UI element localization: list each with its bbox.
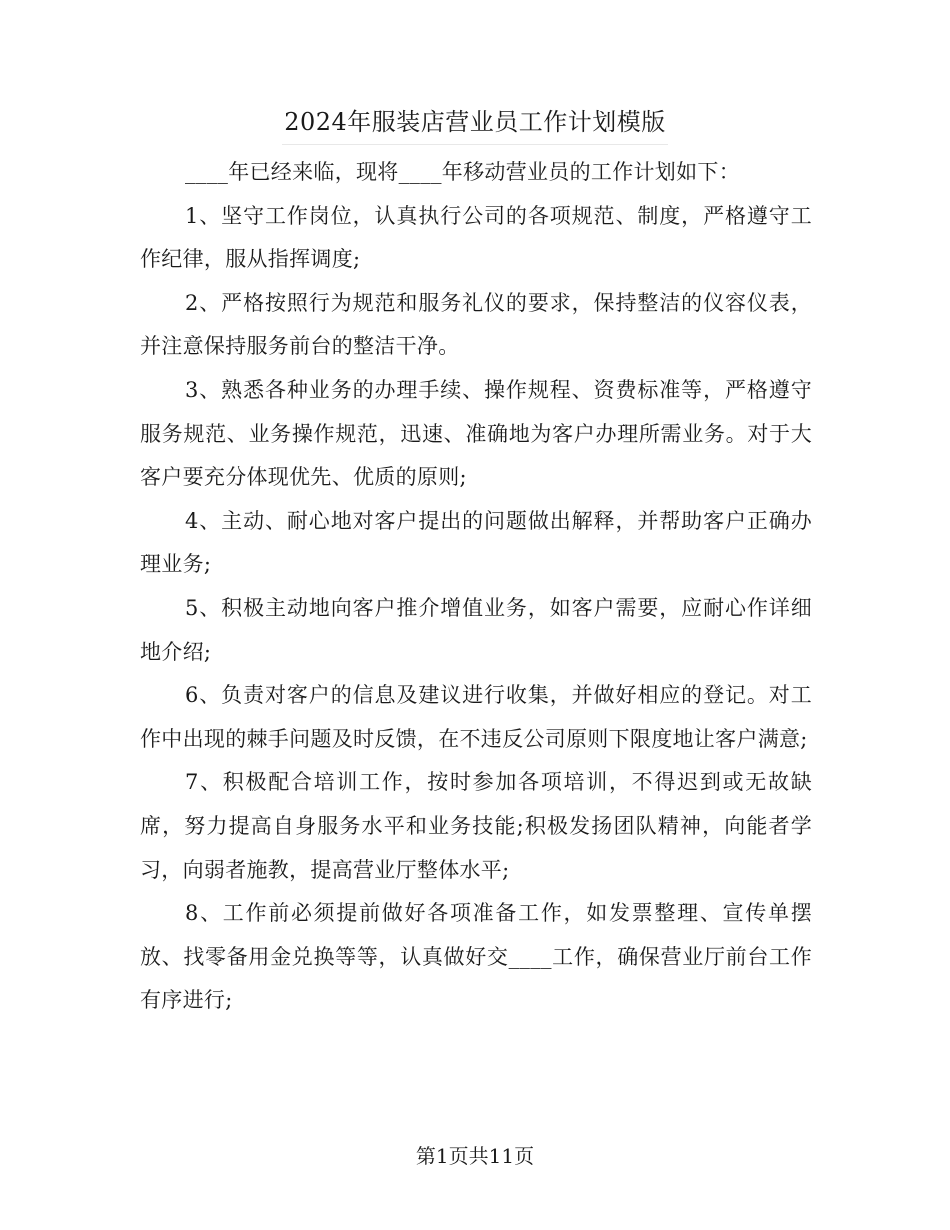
intro-paragraph: ____年已经来临，现将____年移动营业员的工作计划如下： (185, 160, 740, 184)
plan-item-8: 8、工作前必须提前做好各项准备工作，如发票整理、宣传单摆放、找零备用金兑换等等，认真做好交____工作，确保营业厅前台工作有序进行; (140, 901, 812, 1013)
title-area (0, 100, 950, 145)
plan-item-1: 1、坚守工作岗位，认真执行公司的各项规范、制度，严格遵守工作纪律，服从指挥调度; (140, 203, 812, 272)
plan-item-2: 2、严格按照行为规范和服务礼仪的要求，保持整洁的仪容仪表，并注意保持服务前台的整洁干净。 (140, 290, 812, 359)
page-number: 第1页共11页 (415, 1144, 535, 1168)
document-body (140, 151, 812, 1023)
plan-item-3: 3、熟悉各种业务的办理手续、操作规程、资费标准等，严格遵守服务规范、业务操作规范，迅速、准确地为客户办理所需业务。对于大客户要充分体现优先、优质的原则; (140, 377, 812, 490)
plan-item-4: 4、主动、耐心地对客户提出的问题做出解释，并帮助客户正确办理业务; (140, 508, 812, 577)
plan-item-6: 6、负责对客户的信息及建议进行收集，并做好相应的登记。对工作中出现的棘手问题及时反馈，在不违反公司原则下限度地让客户满意; (140, 683, 812, 751)
plan-item-7: 7、积极配合培训工作，按时参加各项培训，不得迟到或无故缺席，努力提高自身服务水平和业务技能;积极发扬团队精神，向能者学习，向弱者施教，提高营业厅整体水平; (140, 770, 812, 882)
plan-item-5: 5、积极主动地向客户推介增值业务，如客户需要，应耐心作详细地介绍; (140, 595, 812, 664)
document-title: 2024年服装店营业员工作计划模版 (282, 100, 668, 145)
